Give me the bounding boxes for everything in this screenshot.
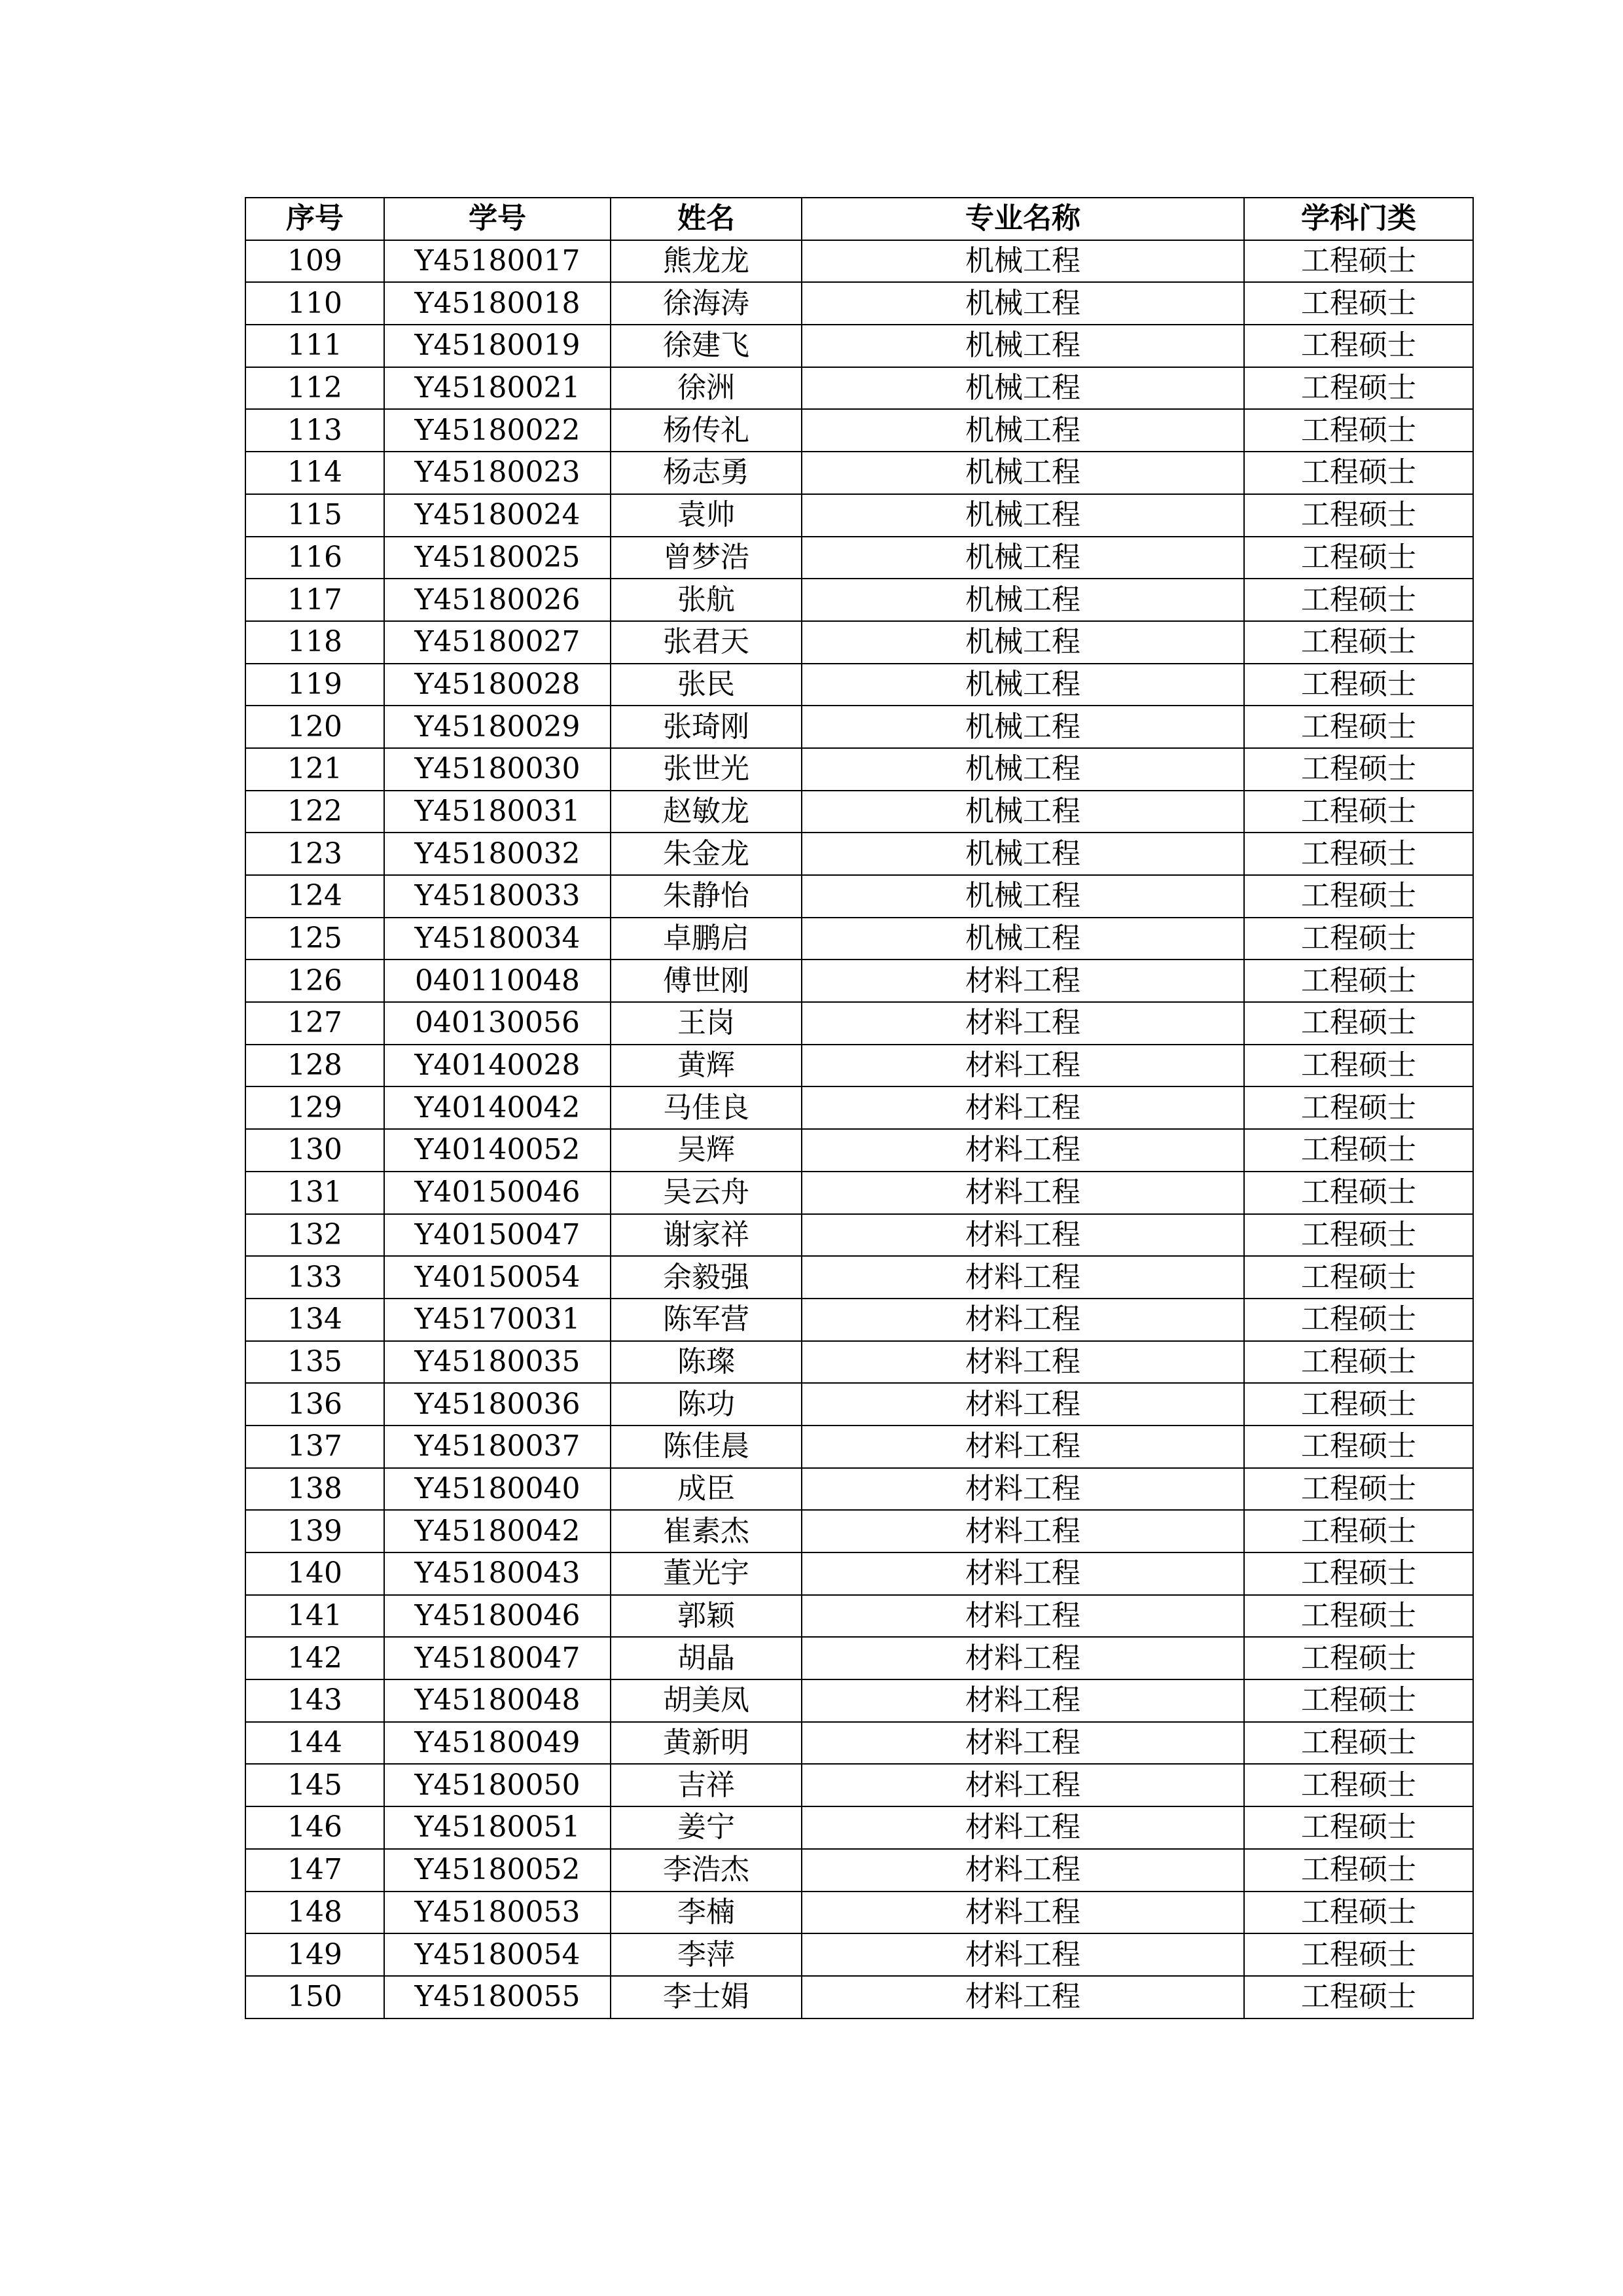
cell-student-id: Y45180053 <box>384 1892 611 1934</box>
cell-category: 工程硕士 <box>1244 325 1473 367</box>
header-category: 学科门类 <box>1244 198 1473 240</box>
cell-category: 工程硕士 <box>1244 1045 1473 1087</box>
table-row <box>245 1595 1473 1638</box>
cell-category: 工程硕士 <box>1244 833 1473 875</box>
cell-seq: 142 <box>245 1637 384 1679</box>
table-row <box>245 1045 1473 1087</box>
table-row <box>245 621 1473 664</box>
cell-major: 机械工程 <box>802 748 1244 791</box>
table-row <box>245 409 1473 452</box>
cell-category: 工程硕士 <box>1244 452 1473 494</box>
table-row <box>245 918 1473 960</box>
cell-student-id: Y45180046 <box>384 1595 611 1638</box>
cell-major: 机械工程 <box>802 875 1244 918</box>
cell-name: 李楠 <box>611 1892 802 1934</box>
cell-name: 赵敏龙 <box>611 791 802 833</box>
cell-major: 材料工程 <box>802 1510 1244 1552</box>
cell-category: 工程硕士 <box>1244 537 1473 579</box>
cell-seq: 132 <box>245 1214 384 1257</box>
cell-name: 余毅强 <box>611 1256 802 1299</box>
cell-name: 陈璨 <box>611 1341 802 1384</box>
table-row <box>245 1764 1473 1806</box>
cell-major: 材料工程 <box>802 1892 1244 1934</box>
cell-seq: 136 <box>245 1383 384 1426</box>
table-body <box>245 240 1473 2018</box>
cell-student-id: Y45180037 <box>384 1426 611 1468</box>
table-row <box>245 367 1473 410</box>
cell-name: 熊龙龙 <box>611 240 802 283</box>
cell-category: 工程硕士 <box>1244 1849 1473 1892</box>
table-row <box>245 1849 1473 1892</box>
cell-category: 工程硕士 <box>1244 664 1473 706</box>
table-row <box>245 1002 1473 1045</box>
table-row <box>245 1341 1473 1384</box>
cell-major: 材料工程 <box>802 1172 1244 1214</box>
cell-major: 材料工程 <box>802 1933 1244 1976</box>
cell-category: 工程硕士 <box>1244 1806 1473 1849</box>
table-row <box>245 1892 1473 1934</box>
cell-major: 机械工程 <box>802 240 1244 283</box>
cell-category: 工程硕士 <box>1244 1172 1473 1214</box>
cell-student-id: Y45180021 <box>384 367 611 410</box>
table-row <box>245 875 1473 918</box>
cell-name: 李萍 <box>611 1933 802 1976</box>
cell-category: 工程硕士 <box>1244 1214 1473 1257</box>
cell-category: 工程硕士 <box>1244 494 1473 537</box>
cell-major: 材料工程 <box>802 1976 1244 2018</box>
cell-student-id: Y45180028 <box>384 664 611 706</box>
cell-category: 工程硕士 <box>1244 1002 1473 1045</box>
student-roster-table <box>245 197 1474 2019</box>
cell-seq: 134 <box>245 1299 384 1341</box>
cell-name: 杨志勇 <box>611 452 802 494</box>
cell-category: 工程硕士 <box>1244 791 1473 833</box>
cell-student-id: Y40140028 <box>384 1045 611 1087</box>
cell-major: 材料工程 <box>802 960 1244 1002</box>
cell-seq: 110 <box>245 282 384 325</box>
table-row <box>245 1468 1473 1511</box>
cell-student-id: Y40150054 <box>384 1256 611 1299</box>
cell-name: 徐海涛 <box>611 282 802 325</box>
cell-category: 工程硕士 <box>1244 282 1473 325</box>
cell-major: 材料工程 <box>802 1214 1244 1257</box>
table-row <box>245 1806 1473 1849</box>
cell-name: 李士娟 <box>611 1976 802 2018</box>
cell-name: 吴云舟 <box>611 1172 802 1214</box>
cell-seq: 129 <box>245 1086 384 1129</box>
cell-major: 机械工程 <box>802 325 1244 367</box>
table-row <box>245 1552 1473 1595</box>
cell-seq: 148 <box>245 1892 384 1934</box>
cell-student-id: Y45180022 <box>384 409 611 452</box>
cell-student-id: Y45180029 <box>384 706 611 748</box>
cell-name: 张琦刚 <box>611 706 802 748</box>
cell-category: 工程硕士 <box>1244 1976 1473 2018</box>
cell-category: 工程硕士 <box>1244 960 1473 1002</box>
cell-name: 王岗 <box>611 1002 802 1045</box>
cell-student-id: Y45180033 <box>384 875 611 918</box>
cell-category: 工程硕士 <box>1244 1426 1473 1468</box>
cell-seq: 120 <box>245 706 384 748</box>
cell-category: 工程硕士 <box>1244 706 1473 748</box>
cell-category: 工程硕士 <box>1244 1722 1473 1765</box>
cell-category: 工程硕士 <box>1244 1341 1473 1384</box>
cell-seq: 150 <box>245 1976 384 2018</box>
cell-student-id: Y45180025 <box>384 537 611 579</box>
cell-seq: 124 <box>245 875 384 918</box>
cell-student-id: 040110048 <box>384 960 611 1002</box>
cell-seq: 149 <box>245 1933 384 1976</box>
cell-name: 崔素杰 <box>611 1510 802 1552</box>
cell-major: 机械工程 <box>802 282 1244 325</box>
cell-name: 袁帅 <box>611 494 802 537</box>
cell-seq: 125 <box>245 918 384 960</box>
cell-name: 吴辉 <box>611 1129 802 1172</box>
cell-student-id: Y45180051 <box>384 1806 611 1849</box>
table-row <box>245 579 1473 621</box>
cell-major: 机械工程 <box>802 918 1244 960</box>
cell-student-id: Y45180049 <box>384 1722 611 1765</box>
cell-major: 机械工程 <box>802 791 1244 833</box>
table-row <box>245 537 1473 579</box>
cell-seq: 121 <box>245 748 384 791</box>
table-row <box>245 1172 1473 1214</box>
cell-name: 胡晶 <box>611 1637 802 1679</box>
cell-seq: 138 <box>245 1468 384 1511</box>
cell-seq: 115 <box>245 494 384 537</box>
cell-category: 工程硕士 <box>1244 367 1473 410</box>
cell-seq: 127 <box>245 1002 384 1045</box>
cell-student-id: Y45180034 <box>384 918 611 960</box>
cell-category: 工程硕士 <box>1244 1933 1473 1976</box>
cell-name: 陈军营 <box>611 1299 802 1341</box>
table-row <box>245 452 1473 494</box>
cell-student-id: Y45180048 <box>384 1679 611 1722</box>
cell-student-id: Y45180017 <box>384 240 611 283</box>
cell-major: 材料工程 <box>802 1383 1244 1426</box>
cell-name: 朱金龙 <box>611 833 802 875</box>
cell-seq: 123 <box>245 833 384 875</box>
cell-major: 材料工程 <box>802 1129 1244 1172</box>
cell-seq: 128 <box>245 1045 384 1087</box>
cell-seq: 141 <box>245 1595 384 1638</box>
cell-major: 材料工程 <box>802 1086 1244 1129</box>
cell-seq: 112 <box>245 367 384 410</box>
cell-student-id: Y40150047 <box>384 1214 611 1257</box>
cell-category: 工程硕士 <box>1244 1637 1473 1679</box>
cell-seq: 113 <box>245 409 384 452</box>
table-row <box>245 1256 1473 1299</box>
header-student-id: 学号 <box>384 198 611 240</box>
cell-category: 工程硕士 <box>1244 621 1473 664</box>
cell-student-id: Y45170031 <box>384 1299 611 1341</box>
table-header <box>245 198 1473 240</box>
cell-name: 黄新明 <box>611 1722 802 1765</box>
cell-seq: 111 <box>245 325 384 367</box>
cell-major: 机械工程 <box>802 664 1244 706</box>
table-row <box>245 1129 1473 1172</box>
cell-name: 陈佳晨 <box>611 1426 802 1468</box>
cell-name: 张世光 <box>611 748 802 791</box>
cell-seq: 126 <box>245 960 384 1002</box>
cell-name: 谢家祥 <box>611 1214 802 1257</box>
cell-name: 曾梦浩 <box>611 537 802 579</box>
header-name: 姓名 <box>611 198 802 240</box>
cell-name: 张航 <box>611 579 802 621</box>
table-row <box>245 240 1473 283</box>
cell-category: 工程硕士 <box>1244 748 1473 791</box>
cell-category: 工程硕士 <box>1244 579 1473 621</box>
cell-category: 工程硕士 <box>1244 1679 1473 1722</box>
cell-major: 材料工程 <box>802 1806 1244 1849</box>
cell-name: 郭颖 <box>611 1595 802 1638</box>
cell-student-id: Y45180047 <box>384 1637 611 1679</box>
table-row <box>245 1637 1473 1679</box>
table-row <box>245 1510 1473 1552</box>
cell-student-id: Y45180042 <box>384 1510 611 1552</box>
cell-seq: 116 <box>245 537 384 579</box>
cell-name: 徐洲 <box>611 367 802 410</box>
cell-student-id: Y40140042 <box>384 1086 611 1129</box>
cell-major: 机械工程 <box>802 621 1244 664</box>
cell-major: 材料工程 <box>802 1849 1244 1892</box>
cell-major: 机械工程 <box>802 706 1244 748</box>
cell-major: 机械工程 <box>802 537 1244 579</box>
cell-major: 机械工程 <box>802 452 1244 494</box>
cell-student-id: Y45180055 <box>384 1976 611 2018</box>
cell-student-id: Y45180050 <box>384 1764 611 1806</box>
cell-seq: 140 <box>245 1552 384 1595</box>
cell-major: 材料工程 <box>802 1764 1244 1806</box>
cell-student-id: Y45180023 <box>384 452 611 494</box>
table-row <box>245 1214 1473 1257</box>
cell-category: 工程硕士 <box>1244 1552 1473 1595</box>
cell-name: 马佳良 <box>611 1086 802 1129</box>
cell-student-id: Y40150046 <box>384 1172 611 1214</box>
cell-seq: 135 <box>245 1341 384 1384</box>
cell-name: 徐建飞 <box>611 325 802 367</box>
cell-seq: 114 <box>245 452 384 494</box>
cell-seq: 137 <box>245 1426 384 1468</box>
cell-name: 黄辉 <box>611 1045 802 1087</box>
cell-student-id: Y45180027 <box>384 621 611 664</box>
table-row <box>245 325 1473 367</box>
cell-name: 吉祥 <box>611 1764 802 1806</box>
cell-seq: 133 <box>245 1256 384 1299</box>
cell-major: 机械工程 <box>802 409 1244 452</box>
cell-major: 机械工程 <box>802 367 1244 410</box>
table-row <box>245 1679 1473 1722</box>
table-row <box>245 1299 1473 1341</box>
cell-name: 卓鹏启 <box>611 918 802 960</box>
cell-name: 胡美凤 <box>611 1679 802 1722</box>
cell-name: 杨传礼 <box>611 409 802 452</box>
cell-student-id: Y45180036 <box>384 1383 611 1426</box>
cell-student-id: Y45180054 <box>384 1933 611 1976</box>
cell-major: 材料工程 <box>802 1426 1244 1468</box>
table-row <box>245 1933 1473 1976</box>
cell-seq: 122 <box>245 791 384 833</box>
table-row <box>245 1722 1473 1765</box>
cell-seq: 117 <box>245 579 384 621</box>
cell-major: 材料工程 <box>802 1722 1244 1765</box>
table-row <box>245 1426 1473 1468</box>
cell-category: 工程硕士 <box>1244 1595 1473 1638</box>
table-row <box>245 791 1473 833</box>
cell-name: 姜宁 <box>611 1806 802 1849</box>
cell-student-id: Y45180026 <box>384 579 611 621</box>
cell-student-id: Y45180019 <box>384 325 611 367</box>
cell-seq: 147 <box>245 1849 384 1892</box>
cell-category: 工程硕士 <box>1244 875 1473 918</box>
cell-name: 张民 <box>611 664 802 706</box>
cell-major: 机械工程 <box>802 579 1244 621</box>
table-row <box>245 706 1473 748</box>
table-row <box>245 494 1473 537</box>
cell-category: 工程硕士 <box>1244 918 1473 960</box>
cell-category: 工程硕士 <box>1244 240 1473 283</box>
cell-major: 机械工程 <box>802 833 1244 875</box>
cell-name: 傅世刚 <box>611 960 802 1002</box>
cell-student-id: Y45180032 <box>384 833 611 875</box>
header-row <box>245 198 1473 240</box>
cell-major: 材料工程 <box>802 1002 1244 1045</box>
cell-name: 朱静怡 <box>611 875 802 918</box>
cell-category: 工程硕士 <box>1244 1256 1473 1299</box>
cell-seq: 146 <box>245 1806 384 1849</box>
cell-name: 李浩杰 <box>611 1849 802 1892</box>
cell-student-id: Y45180030 <box>384 748 611 791</box>
cell-seq: 145 <box>245 1764 384 1806</box>
cell-major: 材料工程 <box>802 1595 1244 1638</box>
header-major: 专业名称 <box>802 198 1244 240</box>
cell-category: 工程硕士 <box>1244 1086 1473 1129</box>
cell-major: 材料工程 <box>802 1679 1244 1722</box>
cell-category: 工程硕士 <box>1244 1764 1473 1806</box>
cell-major: 材料工程 <box>802 1299 1244 1341</box>
cell-student-id: Y45180043 <box>384 1552 611 1595</box>
table-row <box>245 1086 1473 1129</box>
cell-name: 陈功 <box>611 1383 802 1426</box>
cell-major: 材料工程 <box>802 1256 1244 1299</box>
cell-seq: 131 <box>245 1172 384 1214</box>
table-row <box>245 833 1473 875</box>
cell-seq: 118 <box>245 621 384 664</box>
cell-student-id: Y45180024 <box>384 494 611 537</box>
table-row <box>245 282 1473 325</box>
cell-student-id: Y45180018 <box>384 282 611 325</box>
table-row <box>245 664 1473 706</box>
cell-student-id: Y40140052 <box>384 1129 611 1172</box>
cell-student-id: Y45180031 <box>384 791 611 833</box>
cell-major: 材料工程 <box>802 1552 1244 1595</box>
cell-student-id: Y45180035 <box>384 1341 611 1384</box>
cell-major: 材料工程 <box>802 1045 1244 1087</box>
cell-major: 材料工程 <box>802 1468 1244 1511</box>
table-row <box>245 1383 1473 1426</box>
table-row <box>245 960 1473 1002</box>
table-row <box>245 1976 1473 2018</box>
cell-major: 材料工程 <box>802 1341 1244 1384</box>
cell-category: 工程硕士 <box>1244 409 1473 452</box>
cell-category: 工程硕士 <box>1244 1468 1473 1511</box>
cell-student-id: 040130056 <box>384 1002 611 1045</box>
cell-major: 机械工程 <box>802 494 1244 537</box>
header-seq: 序号 <box>245 198 384 240</box>
cell-seq: 109 <box>245 240 384 283</box>
cell-seq: 143 <box>245 1679 384 1722</box>
table-row <box>245 748 1473 791</box>
cell-major: 材料工程 <box>802 1637 1244 1679</box>
cell-seq: 139 <box>245 1510 384 1552</box>
cell-name: 张君天 <box>611 621 802 664</box>
cell-student-id: Y45180052 <box>384 1849 611 1892</box>
cell-category: 工程硕士 <box>1244 1299 1473 1341</box>
cell-category: 工程硕士 <box>1244 1510 1473 1552</box>
cell-category: 工程硕士 <box>1244 1892 1473 1934</box>
cell-seq: 144 <box>245 1722 384 1765</box>
cell-category: 工程硕士 <box>1244 1383 1473 1426</box>
cell-seq: 119 <box>245 664 384 706</box>
cell-seq: 130 <box>245 1129 384 1172</box>
cell-category: 工程硕士 <box>1244 1129 1473 1172</box>
cell-student-id: Y45180040 <box>384 1468 611 1511</box>
cell-name: 董光宇 <box>611 1552 802 1595</box>
cell-name: 成臣 <box>611 1468 802 1511</box>
